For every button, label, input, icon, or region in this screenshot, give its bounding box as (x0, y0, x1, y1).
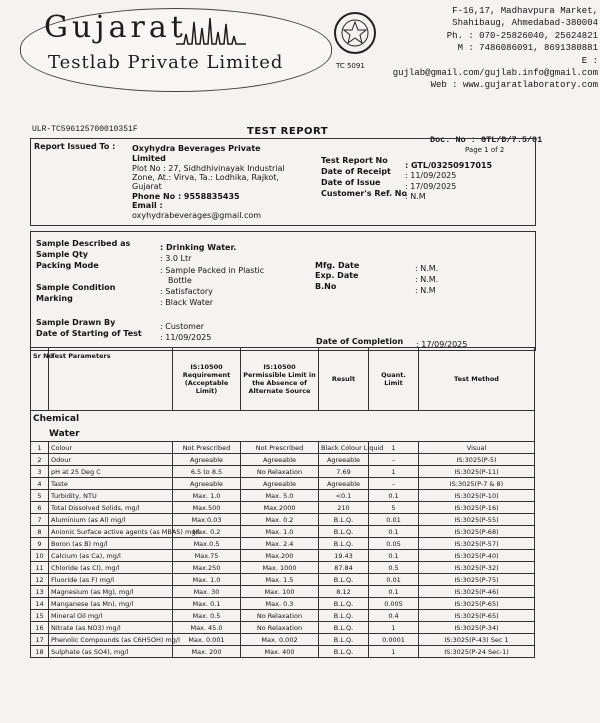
ulr-number: ULR-TC596125700010351F (32, 125, 138, 134)
cell-result: 87.84 (319, 562, 369, 574)
cell-permissible: Max.200 (241, 550, 319, 562)
cell-requirement: Max.250 (173, 562, 241, 574)
cell-method: IS:3025(P-7 & 8) (419, 478, 535, 490)
ref-value: : N.M (405, 192, 426, 201)
mfg-label: Mfg. Date (315, 261, 360, 270)
issue-value: : 17/09/2025 (405, 182, 457, 191)
cell-parameter: Sulphate (as SO4), mg/l (49, 646, 173, 658)
receipt-value: : 11/09/2025 (405, 171, 457, 180)
cell-permissible: No Relaxation (241, 622, 319, 634)
mobile-line: M : 7486086091, 8691380881 (457, 43, 598, 54)
cell-result: B.L.Q. (319, 598, 369, 610)
company-address: Plot No : 27, Sidhdhivinayak Industrial (132, 164, 285, 173)
bno-value: : N.M (415, 286, 436, 295)
cell-permissible: Agreeable (241, 478, 319, 490)
cell-requirement: Max. 45.0 (173, 622, 241, 634)
logo-tagline: Testlab Private Limited (48, 52, 284, 73)
cell-permissible: Not Prescribed (241, 442, 319, 454)
table-row (31, 622, 535, 634)
report-title: TEST REPORT (247, 126, 329, 137)
document-number: Doc. No : GTL/D/7.5/01 (430, 135, 543, 145)
cell-requirement: Max. 0.1 (173, 598, 241, 610)
cell-srno: 3 (31, 466, 49, 478)
logo-pulse-icon (176, 14, 246, 48)
cell-quant-limit: 1 (369, 646, 419, 658)
cell-srno: 6 (31, 502, 49, 514)
issue-label: Date of Issue (321, 178, 381, 187)
cell-permissible: Agreeable (241, 454, 319, 466)
cell-permissible: No Relaxation (241, 610, 319, 622)
cell-srno: 9 (31, 538, 49, 550)
cell-requirement: Max.0.5 (173, 538, 241, 550)
cell-result: B.L.Q. (319, 634, 369, 646)
cell-quant-limit: 0.4 (369, 610, 419, 622)
drawn-by-value: : Customer (160, 322, 205, 331)
web-line: Web : www.gujaratlaboratory.com (430, 80, 598, 91)
table-row (31, 526, 535, 538)
packing-value-cont: Bottle (168, 276, 192, 285)
cell-result: B.L.Q. (319, 610, 369, 622)
cell-result: 19.43 (319, 550, 369, 562)
cell-result: 8.12 (319, 586, 369, 598)
cell-srno: 7 (31, 514, 49, 526)
col-header-quant: Quant. Limit (369, 348, 419, 411)
cell-parameter: Colour (49, 442, 173, 454)
table-row (31, 502, 535, 514)
cell-parameter: Fluoride (as F) mg/l (49, 574, 173, 586)
table-row (31, 634, 535, 646)
cell-srno: 13 (31, 586, 49, 598)
cell-quant-limit: 0.1 (369, 550, 419, 562)
bno-label: B.No (315, 282, 337, 291)
cell-requirement: Max. 30 (173, 586, 241, 598)
start-date-value: : 11/09/2025 (160, 333, 212, 342)
cell-parameter: Mineral Oil mg/l (49, 610, 173, 622)
cell-parameter: pH at 25 Deg C (49, 466, 173, 478)
cell-srno: 5 (31, 490, 49, 502)
company-email: oxyhydrabeverages@gmail.com (132, 211, 262, 220)
issued-to-label: Report Issued To : (34, 142, 116, 151)
cell-requirement: Max.0.03 (173, 514, 241, 526)
cell-method: IS:3025(P-65) (419, 610, 535, 622)
results-table (30, 347, 535, 658)
condition-label: Sample Condition (36, 283, 116, 292)
cell-quant-limit: 0.01 (369, 514, 419, 526)
start-date-label: Date of Starting of Test (36, 329, 142, 338)
cell-requirement: Agreeable (173, 454, 241, 466)
company-name: Oxyhydra Beverages Private (132, 144, 261, 153)
page-indicator: Page 1 of 2 (465, 146, 505, 154)
table-row (31, 538, 535, 550)
cell-method: IS:3025(P-24 Sec-1) (419, 646, 535, 658)
completion-label: Date of Completion (316, 337, 404, 346)
marking-label: Marking (36, 294, 73, 303)
cell-method: IS:3025(P-65) (419, 598, 535, 610)
sample-described-label: Sample Described as (36, 239, 131, 248)
cell-requirement: Not Prescribed (173, 442, 241, 454)
table-row (31, 586, 535, 598)
cell-parameter: Chloride (as Cl), mg/l (49, 562, 173, 574)
section-row (31, 411, 535, 428)
cell-srno: 10 (31, 550, 49, 562)
cell-parameter: Anionic Surface active agents (as MBAS) mg/l (49, 526, 173, 538)
col-header-srno: Sr No (31, 348, 49, 411)
drawn-by-label: Sample Drawn By (36, 318, 116, 327)
cell-permissible: Max. 0.2 (241, 514, 319, 526)
cell-permissible: Max. 0.002 (241, 634, 319, 646)
table-row (31, 562, 535, 574)
cell-permissible: Max. 2.4 (241, 538, 319, 550)
cell-srno: 2 (31, 454, 49, 466)
cell-permissible: Max. 1.0 (241, 526, 319, 538)
table-row (31, 610, 535, 622)
sample-qty-value: : 3.0 Ltr (160, 254, 192, 263)
company-address: Gujarat (132, 182, 162, 191)
address-line: Shahibaug, Ahmedabad-380004 (452, 18, 598, 29)
company-phone: Phone No : 9558835435 (132, 192, 240, 201)
table-row (31, 442, 535, 454)
cell-permissible: No Relaxation (241, 466, 319, 478)
cell-srno: 4 (31, 478, 49, 490)
mfg-value: : N.M. (415, 264, 439, 273)
cell-requirement: Max. 0.5 (173, 610, 241, 622)
cell-srno: 17 (31, 634, 49, 646)
cell-srno: 12 (31, 574, 49, 586)
report-no-label: Test Report No (321, 156, 388, 165)
cell-quant-limit: – (369, 478, 419, 490)
cell-method: IS:3025(P-46) (419, 586, 535, 598)
subsection-label: Water (31, 427, 535, 442)
cell-requirement: 6.5 to 8.5 (173, 466, 241, 478)
cell-requirement: Max. 1.0 (173, 574, 241, 586)
cell-quant-limit: 1 (369, 466, 419, 478)
table-row (31, 598, 535, 610)
cell-method: IS:3025(P-32) (419, 562, 535, 574)
packing-label: Packing Mode (36, 261, 99, 270)
cell-parameter: Magnesium (as Mg), mg/l (49, 586, 173, 598)
cell-result: B.L.Q. (319, 574, 369, 586)
table-row (31, 490, 535, 502)
table-row (31, 550, 535, 562)
logo-brand-name: Gujarat (44, 10, 187, 45)
cell-result: B.L.Q. (319, 526, 369, 538)
cell-quant-limit: 1 (369, 622, 419, 634)
col-header-method: Test Method (419, 348, 535, 411)
cell-quant-limit: 5 (369, 502, 419, 514)
cell-method: IS:3025(P-75) (419, 574, 535, 586)
table-row (31, 574, 535, 586)
table-row (31, 646, 535, 658)
cell-parameter: Nitrate (as NO3) mg/l (49, 622, 173, 634)
col-header-requirement: IS:10500 Requirement (Acceptable Limit) (173, 348, 241, 411)
cell-quant-limit: 0.5 (369, 562, 419, 574)
cell-quant-limit: 0.05 (369, 538, 419, 550)
cell-method: IS:3025(P-55) (419, 514, 535, 526)
table-row (31, 466, 535, 478)
cell-method: IS:3025(P-5) (419, 454, 535, 466)
sample-qty-label: Sample Qty (36, 250, 89, 259)
col-header-param: Test Parameters (49, 348, 173, 411)
cell-permissible: Max. 1.5 (241, 574, 319, 586)
cell-permissible: Max. 100 (241, 586, 319, 598)
cell-quant-limit: 0.01 (369, 574, 419, 586)
cell-requirement: Max. 1.0 (173, 490, 241, 502)
address-line: F-16,17, Madhavpura Market, (452, 6, 598, 16)
exp-value: : N.M. (415, 275, 439, 284)
cell-parameter: Turbidity, NTU (49, 490, 173, 502)
cell-method: IS:3025(P-68) (419, 526, 535, 538)
table-row (31, 478, 535, 490)
cell-requirement: Max.75 (173, 550, 241, 562)
cell-requirement: Max. 0.2 (173, 526, 241, 538)
company-email-label: Email : (132, 201, 163, 210)
cell-requirement: Max. 0.001 (173, 634, 241, 646)
cell-permissible: Max. 400 (241, 646, 319, 658)
col-header-result: Result (319, 348, 369, 411)
cell-parameter: Phenolic Compounds (as C6H5OH) mg/l (49, 634, 173, 646)
table-row (31, 454, 535, 466)
company-address-block (383, 5, 598, 92)
cell-quant-limit: 0.0001 (369, 634, 419, 646)
cell-srno: 15 (31, 610, 49, 622)
packing-value: : Sample Packed in Plastic (160, 266, 265, 275)
cell-method: IS:3025(P-43) Sec 1 (419, 634, 535, 646)
cell-parameter: Total Dissolved Solids, mg/l (49, 502, 173, 514)
cell-result: 210 (319, 502, 369, 514)
cell-srno: 11 (31, 562, 49, 574)
section-label: Chemical (31, 411, 535, 428)
cell-method: IS:3025(P-10) (419, 490, 535, 502)
cell-result: Agreeable (319, 478, 369, 490)
cell-parameter: Boron (as B) mg/l (49, 538, 173, 550)
cell-srno: 16 (31, 622, 49, 634)
cell-permissible: Max. 5.0 (241, 490, 319, 502)
cell-result: Black Colour Liquid (319, 442, 369, 454)
seal-label: TC 5091 (336, 62, 365, 70)
cell-method: IS:3025(P-16) (419, 502, 535, 514)
cell-permissible: Max. 0.3 (241, 598, 319, 610)
cell-method: IS:3025(P-40) (419, 550, 535, 562)
company-address: Zone, At.: Virva, Ta.: Lodhika, Rajkot, (132, 173, 279, 182)
cell-requirement: Max. 200 (173, 646, 241, 658)
completion-value: : 17/09/2025 (416, 340, 468, 349)
cell-quant-limit: – (369, 454, 419, 466)
ref-label: Customer's Ref. No (321, 189, 407, 198)
cell-quant-limit: 0.1 (369, 586, 419, 598)
exp-label: Exp. Date (315, 271, 359, 280)
cell-result: B.L.Q. (319, 622, 369, 634)
cell-permissible: Max. 1000 (241, 562, 319, 574)
cell-parameter: Manganese (as Mn), mg/l (49, 598, 173, 610)
cell-result: B.L.Q. (319, 514, 369, 526)
phone-line: Ph. : 070-25826040, 25624821 (446, 30, 598, 41)
cell-method: IS:3025(P-57) (419, 538, 535, 550)
cell-srno: 1 (31, 442, 49, 454)
cell-requirement: Agreeable (173, 478, 241, 490)
cell-result: B.L.Q. (319, 538, 369, 550)
cell-method: Visual (419, 442, 535, 454)
cell-result: B.L.Q. (319, 646, 369, 658)
cell-result: <0.1 (319, 490, 369, 502)
report-no-value: : GTL/03250917015 (405, 161, 493, 170)
col-header-permissible: IS:10500 Permissible Limit in the Absence of Alternate Source (241, 348, 319, 411)
cell-parameter: Odour (49, 454, 173, 466)
cell-srno: 18 (31, 646, 49, 658)
cell-srno: 8 (31, 526, 49, 538)
marking-value: : Black Water (160, 298, 214, 307)
table-header-row (31, 348, 535, 411)
cell-parameter: Calcium (as Ca), mg/l (49, 550, 173, 562)
accreditation-seal-icon (334, 12, 376, 54)
condition-value: : Satisfactory (160, 287, 213, 296)
cell-permissible: Max.2000 (241, 502, 319, 514)
sample-described-value: : Drinking Water. (160, 243, 237, 252)
cell-quant-limit: 0.005 (369, 598, 419, 610)
cell-requirement: Max.500 (173, 502, 241, 514)
cell-parameter: Taste (49, 478, 173, 490)
cell-parameter: Aluminium (as Al) mg/l (49, 514, 173, 526)
cell-quant-limit: 1 (369, 442, 419, 454)
cell-method: IS:3025(P-34) (419, 622, 535, 634)
table-row (31, 514, 535, 526)
company-name-cont: Limited (132, 154, 166, 163)
cell-srno: 14 (31, 598, 49, 610)
email-line: E : gujlab@gmail.com/gujlab.info@gmail.com (392, 55, 598, 79)
cell-method: IS:3025(P-11) (419, 466, 535, 478)
cell-quant-limit: 0.1 (369, 526, 419, 538)
cell-result: Agreeable (319, 454, 369, 466)
subsection-row (31, 427, 535, 442)
cell-quant-limit: 0.1 (369, 490, 419, 502)
cell-result: 7.69 (319, 466, 369, 478)
receipt-label: Date of Receipt (321, 167, 391, 176)
